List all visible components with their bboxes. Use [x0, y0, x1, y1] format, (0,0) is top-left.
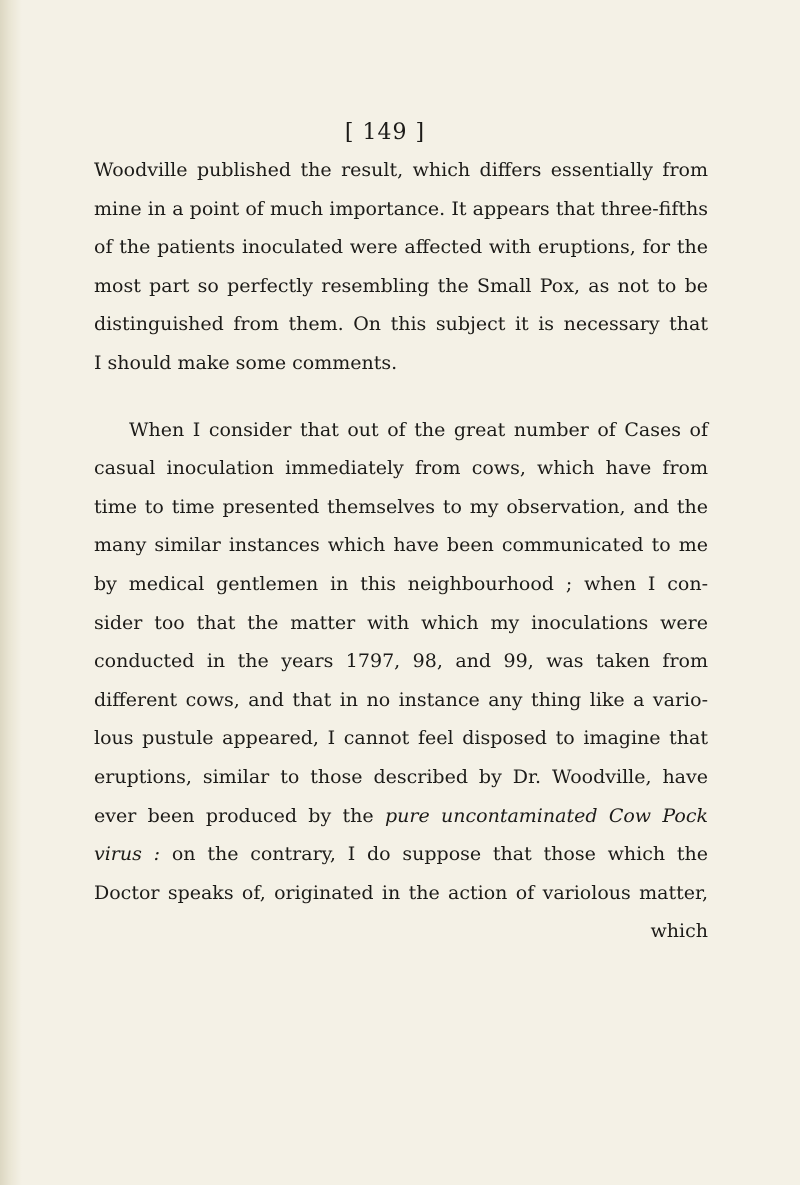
- text-line: most part so perfectly resembling the Small Pox, as not to be: [94, 274, 708, 297]
- text-line: different cows, and that in no instance any thing like a vario-: [94, 688, 708, 711]
- page-number: [ 149 ]: [344, 120, 426, 145]
- text-line: conducted in the years 1797, 98, and 99, was taken from: [94, 650, 708, 673]
- paragraph-1: [94, 151, 708, 383]
- text-line: of the patients inoculated were affected with eruptions, for the: [94, 236, 708, 259]
- page-edge-shadow: [0, 0, 22, 1185]
- catchword: which: [650, 920, 708, 943]
- text-line: by medical gentlemen in this neighbourhood ; when I con-: [94, 572, 708, 595]
- text-line: mine in a point of much importance. It appears that three-fifths: [94, 197, 708, 220]
- italic-text: pure uncontaminated Cow Pock: [384, 804, 708, 827]
- book-page: [94, 118, 708, 951]
- text-run: ever been produced by the: [94, 804, 385, 827]
- text-line: [94, 835, 708, 874]
- text-line: eruptions, similar to those described by Dr. Woodville, have: [94, 765, 708, 788]
- text-line: lous pustule appeared, I cannot feel disposed to imagine that: [94, 727, 708, 750]
- text-line: [94, 797, 708, 836]
- paragraph-2: [94, 411, 708, 951]
- text-line: I should make some comments.: [94, 351, 398, 374]
- text-run: on the contrary, I do suppose that those which the: [160, 843, 708, 866]
- text-line: When I consider that out of the great number of Cases of: [129, 418, 708, 441]
- text-line: distinguished from them. On this subject it is necessary that: [94, 313, 708, 336]
- italic-text: virus :: [94, 843, 161, 866]
- text-line: sider too that the matter with which my inoculations were: [94, 611, 708, 634]
- text-line: Woodville published the result, which differs essentially from: [94, 159, 708, 181]
- text-line: casual inoculation immediately from cows, which have from: [94, 457, 708, 480]
- text-line: time to time presented themselves to my observation, and the: [94, 495, 708, 518]
- text-line: Doctor speaks of, originated in the action of variolous matter,: [94, 881, 708, 904]
- text-line: many similar instances which have been communicated to me: [94, 534, 708, 557]
